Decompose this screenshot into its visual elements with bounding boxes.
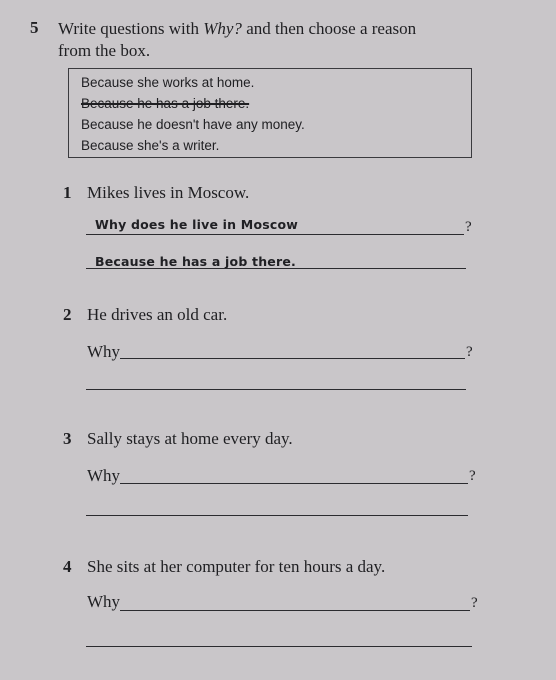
item-statement: Sally stays at home every day. (87, 429, 293, 448)
question-mark: ? (466, 344, 473, 360)
question-answer-line[interactable] (86, 234, 464, 235)
item-statement: He drives an old car. (87, 305, 228, 324)
reason-box (68, 68, 472, 158)
item-number: 3 (63, 429, 72, 448)
item-number: 1 (63, 183, 72, 202)
question-mark: ? (469, 468, 476, 484)
why-label: Why (87, 342, 121, 361)
reason-item: Because she's a writer. (81, 138, 220, 153)
reason-item: Because she works at home. (81, 75, 255, 90)
handwritten-question-answer: Why does he live in Moscow (95, 217, 299, 232)
item-number: 4 (63, 557, 72, 576)
reason-item-crossed-out: Because he has a job there. (81, 96, 250, 111)
why-label: Why (87, 466, 121, 485)
exercise-number: 5 (30, 18, 39, 37)
instruction-why: Why? (203, 19, 242, 38)
reason-answer-line[interactable] (86, 389, 466, 390)
item-statement: Mikes lives in Moscow. (87, 183, 250, 202)
question-mark: ? (471, 595, 478, 611)
instruction-start: Write questions with (58, 19, 204, 38)
reason-item: Because he doesn't have any money. (81, 117, 305, 132)
reason-answer-line[interactable] (86, 646, 472, 647)
question-answer-line[interactable] (120, 358, 465, 359)
handwritten-reason-answer: Because he has a job there. (95, 254, 296, 269)
item-number: 2 (63, 305, 72, 324)
exercise-instruction (58, 18, 478, 62)
instruction-line2: from the box. (58, 41, 151, 60)
why-label: Why (87, 592, 121, 611)
reason-answer-line[interactable] (86, 268, 466, 269)
item-statement: She sits at her computer for ten hours a day. (87, 557, 386, 576)
question-answer-line[interactable] (120, 610, 470, 611)
question-answer-line[interactable] (120, 483, 468, 484)
reason-answer-line[interactable] (86, 515, 468, 516)
instruction-end: and then choose a reason (241, 19, 417, 38)
question-mark: ? (465, 219, 472, 235)
